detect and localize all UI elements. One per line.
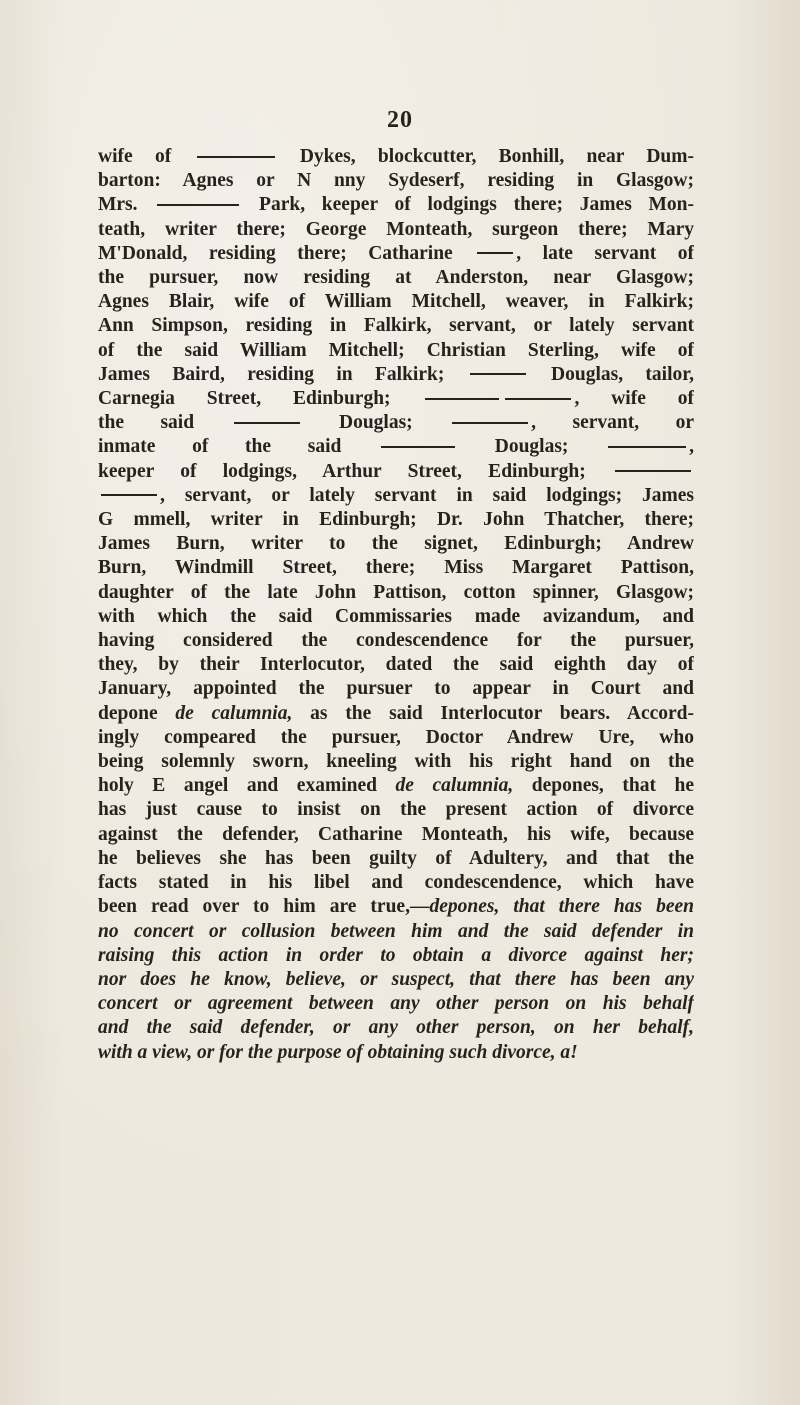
text-line-28: has just cause to insist on the present action of divorce [98, 799, 694, 821]
text-line-26: being solemnly sworn, kneeling with his right hand on the [98, 751, 694, 773]
text-line-9: of the said William Mitchell; Christian Sterling, wife of [98, 339, 694, 361]
blank-rule [470, 373, 526, 375]
text-line-21: having considered the condescendence for the pursuer, [98, 630, 694, 652]
text-line-14: keeper of lodgings, Arthur Street, Edinburgh; [98, 460, 694, 484]
blank-rule [381, 446, 455, 448]
blank-rule [234, 422, 300, 424]
text-line-5: M'Donald, residing there; Catharine , late servant of [98, 242, 694, 264]
blank-rule [452, 422, 528, 424]
text-line-16: G mmell, writer in Edinburgh; Dr. John Thatcher, there; [98, 509, 694, 531]
text-line-32: been read over to him are true,—depones, that there has been [98, 896, 694, 918]
text-line-13: inmate of the said Douglas; , [98, 436, 694, 458]
text-line-33: no concert or collusion between him and the said defender in [98, 920, 694, 942]
blank-rule [157, 204, 239, 206]
text-line-23: January, appointed the pursuer to appear in Court and [98, 678, 694, 700]
blank-rule [505, 398, 571, 400]
page-number: 20 [387, 107, 413, 133]
text-line-22: they, by their Interlocutor, dated the said eighth day of [98, 654, 694, 676]
text-line-3: Mrs. Park, keeper of lodgings there; James Mon- [98, 194, 694, 216]
text-line-17: James Burn, writer to the signet, Edinburgh; Andrew [98, 533, 694, 555]
text-line-10: James Baird, residing in Falkirk; Douglas, tailor, [98, 363, 694, 385]
text-line-6: the pursuer, now residing at Anderston, near Glasgow; [98, 267, 694, 289]
blank-rule [197, 156, 275, 158]
text-line-31: facts stated in his libel and condescendence, which have [98, 872, 694, 894]
text-line-24: depone de calumnia, as the said Interlocutor bears. Accord- [98, 702, 694, 724]
blank-rule [477, 252, 513, 254]
text-line-4: teath, writer there; George Monteath, surgeon there; Mary [98, 218, 694, 240]
blank-rule [425, 398, 499, 400]
text-line-25: ingly compeared the pursuer, Doctor Andrew Ure, who [98, 726, 694, 748]
text-line-30: he believes she has been guilty of Adultery, and that the [98, 847, 694, 869]
text-line-15: , servant, or lately servant in said lodgings; James [98, 484, 694, 508]
blank-rule [101, 494, 157, 496]
text-line-19: daughter of the late John Pattison, cotton spinner, Glasgow; [98, 581, 694, 603]
text-line-38: with a view, or for the purpose of obtaining such divorce, a! [98, 1041, 578, 1063]
blank-rule [608, 446, 686, 448]
text-line-34: raising this action in order to obtain a divorce against her; [98, 944, 694, 966]
text-line-2: barton: Agnes or N nny Sydeserf, residing in Glasgow; [98, 170, 694, 192]
text-line-37: and the said defender, or any other person, on her behalf, [98, 1017, 694, 1039]
text-line-1: wife of Dykes, blockcutter, Bonhill, near Dum- [98, 146, 694, 167]
text-line-8: Ann Simpson, residing in Falkirk, servant, or lately servant [98, 315, 694, 337]
text-line-36: concert or agreement between any other person on his behalf [98, 993, 694, 1015]
text-line-18: Burn, Windmill Street, there; Miss Margaret Pattison, [98, 557, 694, 579]
blank-rule [615, 470, 691, 472]
text-line-20: with which the said Commissaries made avizandum, and [98, 605, 694, 627]
text-line-29: against the defender, Catharine Monteath, his wife, because [98, 823, 694, 845]
text-line-11: Carnegia Street, Edinburgh; , wife of [98, 388, 694, 410]
body-text [98, 145, 694, 1065]
text-line-27: holy E angel and examined de calumnia, depones, that he [98, 775, 694, 797]
text-line-35: nor does he know, believe, or suspect, that there has been any [98, 968, 694, 990]
text-line-12: the said Douglas; , servant, or [98, 412, 694, 434]
text-line-7: Agnes Blair, wife of William Mitchell, weaver, in Falkirk; [98, 291, 694, 313]
